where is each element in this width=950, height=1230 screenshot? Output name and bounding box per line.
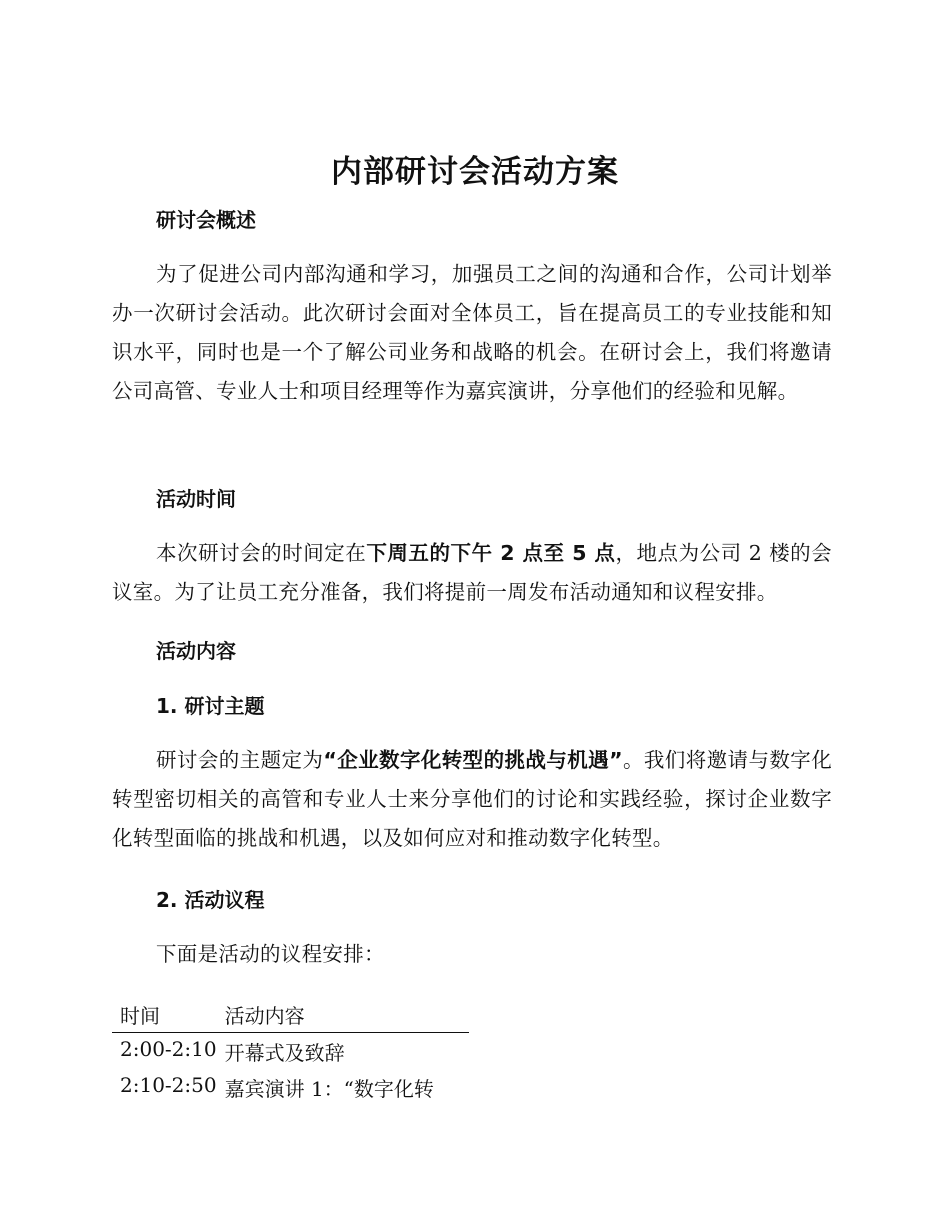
agenda-row <box>112 1069 469 1105</box>
agenda-header-activity: 活动内容 <box>217 996 469 1033</box>
agenda-activity-cell: 开幕式及致辞 <box>224 1041 345 1065</box>
heading-topic: 1. 研讨主题 <box>156 694 265 718</box>
agenda-time-cell: 2:10-2:50 <box>120 1073 217 1097</box>
heading-overview: 研讨会概述 <box>156 208 256 232</box>
document-title: 内部研讨会活动方案 <box>331 154 619 190</box>
agenda-time-cell: 2:00-2:10 <box>120 1037 217 1061</box>
topic-paragraph <box>112 741 832 858</box>
heading-content: 活动内容 <box>156 639 236 663</box>
agenda-row <box>112 1033 469 1070</box>
heading-agenda: 2. 活动议程 <box>156 888 265 912</box>
time-paragraph-end: ，地点为公司 2 楼的会议室。为了让员工充分准备，我们将提前一周发布活动通知和议程安排。 <box>112 541 832 604</box>
time-paragraph <box>112 534 832 612</box>
topic-paragraph-end: 。我们将邀请与数字化转型密切相关的高管和专业人士来分享他们的讨论和实践经验，探讨企业数字化转型面临的挑战和机遇，以及如何应对和推动数字化转型。 <box>112 748 832 850</box>
agenda-header-time: 时间 <box>112 996 217 1033</box>
topic-paragraph-highlight: “企业数字化转型的挑战与机遇” <box>323 748 623 772</box>
heading-time: 活动时间 <box>156 487 236 511</box>
agenda-activity-cell: 嘉宾演讲 1：“数字化转 <box>224 1077 434 1101</box>
agenda-table <box>112 996 469 1105</box>
agenda-header-row <box>112 996 469 1033</box>
time-paragraph-highlight: 下周五的下午 2 点至 5 点 <box>366 541 616 565</box>
topic-paragraph-start: 研讨会的主题定为 <box>156 748 324 772</box>
time-paragraph-start: 本次研讨会的时间定在 <box>156 541 367 565</box>
overview-paragraph: 为了促进公司内部沟通和学习，加强员工之间的沟通和合作，公司计划举办一次研讨会活动。此次研讨会面对全体员工，旨在提高员工的专业技能和知识水平，同时也是一个了解公司业务和战略的机会。在研讨会上，我们将邀请公司高管、专业人士和项目经理等作为嘉宾演讲，分享他们的经验和见解。 <box>112 262 832 403</box>
agenda-intro: 下面是活动的议程安排： <box>156 942 385 966</box>
